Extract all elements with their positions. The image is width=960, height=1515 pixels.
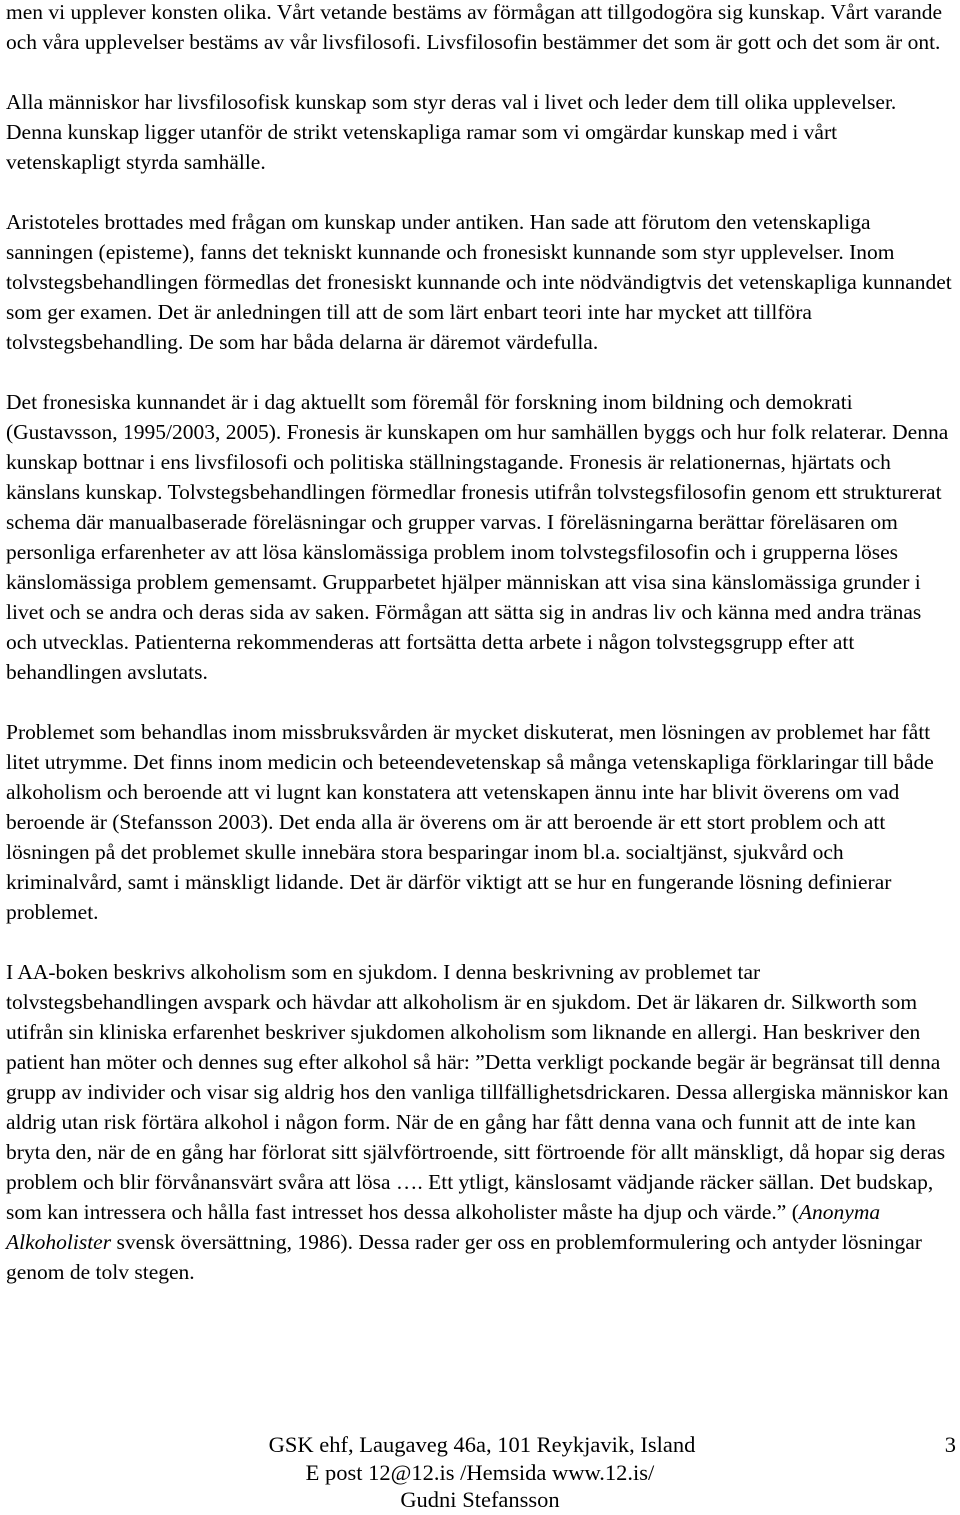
paragraph-2-text: Alla människor har livsfilosofisk kunskap som styr deras val i livet och leder dem till olika upplevelser. Denna kunskap ligger utanför de strikt vetenskapliga ramar som vi omgärdar kunskap med i vårt vetenskapligt styrda samhälle. xyxy=(6,90,897,174)
paragraph-4-text: Det fronesiska kunnandet är i dag aktuellt som föremål för forskning inom bildning och demokrati (Gustavsson, 1995/2003, 2005). Fronesis är kunskapen om hur samhällen byggs och hur folk relaterar. Denna kunskap bottnar i ens livsfilosofi och politiska ställningstagande. Fronesis är relationernas, hjärtats och känslans kunskap. Tolvstegsbehandlingen förmedlar fronesis utifrån tolvstegsfilosofin genom ett strukturerat schema där manualbaserade föreläsningar och grupper varvas. I föreläsningarna berättar föreläsaren om personliga erfarenheter av att lösa känslomässiga problem inom tolvstegsfilosofin och i grupperna löses känslomässiga problem gemensamt. Grupparbetet hjälper människan att visa sina känslomässiga grunder i livet och se andra och deras sida av saken. Förmågan att sätta sig in andras liv och känna med andra tränas och utvecklas. Patienterna rekommenderas att fortsätta detta arbete i någon tolvstegsgrupp efter att behandlingen avslutats. xyxy=(6,390,949,684)
footer-address: GSK ehf, Laugaveg 46a, 101 Reykjavik, Island xyxy=(268,1432,696,1457)
paragraph-4 xyxy=(6,387,956,687)
paragraph-1-text: men vi upplever konsten olika. Vårt vetande bestäms av förmågan att tillgodogöra sig kunskap. Vårt varande och våra upplevelser bestäms av vår livsfilosofi. Livsfilosofin bestämmer det som är gott och det som är ont. xyxy=(6,0,942,54)
paragraph-6 xyxy=(6,957,956,1287)
page-number: 3 xyxy=(944,1432,956,1457)
paragraph-3-text: Aristoteles brottades med frågan om kunskap under antiken. Han sade att förutom den vetenskapliga sanningen (episteme), fanns det tekniskt kunnande och fronesiskt kunnande som styr upplevelser. Inom tolvstegsbehandlingen förmedlas det fronesiskt kunnande och inte nödvändigtvis det vetenskapliga kunnandet som ger examen. Det är anledningen till att de som lärt enbart teori inte har mycket att tillföra tolvstegsbehandling. De som har båda delarna är däremot värdefulla. xyxy=(6,210,952,354)
paragraph-6-text-a: I AA-boken beskrivs alkoholism som en sjukdom. I denna beskrivning av problemet tar tolvstegsbehandlingen avspark och hävdar att alkoholism är en sjukdom. Det är läkaren dr. Silkworth som utifrån sin kliniska erfarenhet beskriver sjukdomen alkoholism som liknande en allergi. Han beskriver den patient han möter och dennes sug efter alkohol så här: ”Detta verkligt pockande begär är begränsat till denna grupp av individer och visar sig aldrig hos den vanliga tillfällighetsdrickaren. Dessa allergiska människor kan aldrig utan risk förtära alkohol i någon form. När de en gång har fått denna vana och funnit att de inte kan bryta den, när de en gång har förlorat sitt självförtroende, sitt förtroende för allt mänskligt, då hopar sig deras problem och blir förvånansvärt svåra att lösa …. Ett ytligt, känslosamt vädjande räcker sällan. Det budskap, som kan intressera och hålla fast intresset hos dessa alkoholister måste ha djup och värde.” ( xyxy=(6,960,949,1224)
paragraph-3 xyxy=(6,207,956,357)
book-title: Anonyma Alkoholister xyxy=(6,1200,881,1254)
paragraph-6-text-b: svensk översättning, 1986). Dessa rader ger oss en problemformulering och antyder lösningar genom de tolv stegen. xyxy=(6,1230,922,1284)
footer-author: Gudni Stefansson xyxy=(400,1487,560,1512)
page-footer xyxy=(0,1431,960,1514)
document-body xyxy=(6,0,956,1317)
paragraph-1 xyxy=(6,0,956,57)
paragraph-5 xyxy=(6,717,956,927)
footer-contact: E post 12@12.is /Hemsida www.12.is/ xyxy=(305,1459,655,1485)
paragraph-2 xyxy=(6,87,956,177)
paragraph-5-text: Problemet som behandlas inom missbruksvården är mycket diskuterat, men lösningen av problemet har fått litet utrymme. Det finns inom medicin och beteendevetenskap så många vetenskapliga förklaringar till både alkoholism och beroende att vi lugnt kan konstatera att vetenskapen ännu inte har blivit överens om vad beroende är (Stefansson 2003). Det enda alla är överens om är att beroende är ett stort problem och att lösningen på det problemet skulle innebära stora besparingar inom bl.a. socialtjänst, sjukvård och kriminalvård, samt i mänskligt lidande. Det är därför viktigt att se hur en fungerande lösning definierar problemet. xyxy=(6,720,934,924)
